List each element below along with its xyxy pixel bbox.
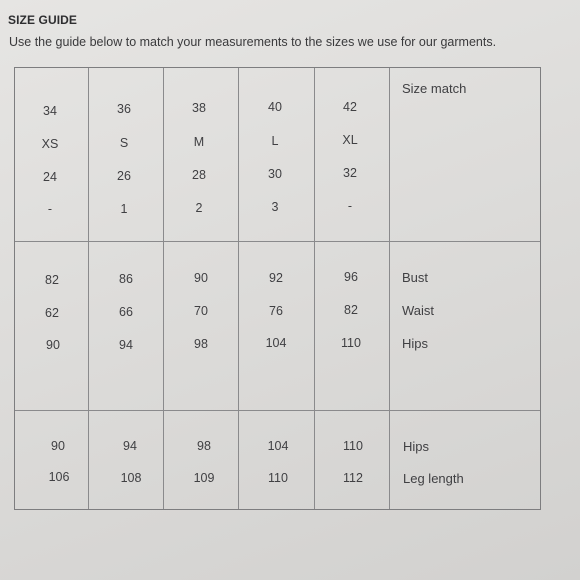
table-cell: 38: [192, 101, 206, 115]
table-cell: 109: [193, 471, 215, 485]
table-cell: S: [119, 136, 129, 150]
hips-label: Hips: [403, 439, 430, 454]
waist-label: Waist: [402, 303, 435, 318]
table-cell: M: [193, 135, 205, 149]
table-cell: 1: [120, 202, 128, 216]
table-cell: 2: [195, 201, 203, 215]
table-cell: 82: [344, 303, 358, 317]
table-cell: L: [271, 134, 279, 148]
table-cell: 34: [43, 104, 57, 118]
section-divider: [15, 241, 540, 242]
table-cell: 94: [123, 439, 137, 453]
table-cell: 92: [269, 271, 283, 285]
table-cell: 108: [120, 471, 142, 485]
table-cell: 66: [119, 305, 133, 319]
table-cell: 32: [343, 166, 357, 180]
table-cell: 112: [343, 471, 363, 485]
table-cell: 96: [344, 270, 358, 284]
table-cell: 3: [271, 200, 279, 214]
size-table: [14, 67, 541, 510]
table-cell: 24: [43, 170, 57, 184]
page-title: SIZE GUIDE: [8, 13, 78, 27]
column-divider: [314, 68, 315, 509]
table-cell: 42: [343, 100, 357, 114]
table-cell: 90: [46, 338, 60, 352]
size-match-label: Size match: [402, 81, 467, 96]
table-cell: 82: [45, 273, 59, 287]
table-cell: 70: [194, 304, 208, 318]
leg-length-label: Leg length: [403, 471, 464, 486]
column-divider: [88, 68, 89, 509]
table-cell: 86: [119, 272, 133, 286]
table-cell: 110: [341, 336, 361, 350]
table-cell: 76: [269, 304, 283, 318]
table-cell: 26: [117, 169, 131, 183]
table-cell: 28: [192, 168, 206, 182]
page-subtitle: Use the guide below to match your measurements to the sizes we use for our garments.: [9, 35, 497, 49]
table-cell: 98: [194, 337, 208, 351]
table-cell: 90: [194, 271, 208, 285]
column-divider: [389, 68, 390, 509]
table-cell: 30: [268, 167, 282, 181]
table-cell: 98: [197, 439, 211, 453]
table-cell: XL: [342, 133, 358, 147]
table-cell: 62: [45, 306, 59, 320]
table-cell: XS: [41, 137, 59, 151]
table-cell: 104: [265, 336, 287, 350]
table-cell: 110: [268, 471, 288, 485]
table-cell: 36: [117, 102, 131, 116]
table-cell: 90: [51, 439, 65, 453]
section-divider: [15, 410, 540, 411]
table-cell: 40: [268, 100, 282, 114]
column-divider: [163, 68, 164, 509]
table-cell: 110: [343, 439, 363, 453]
hips-label: Hips: [402, 336, 429, 351]
bust-label: Bust: [402, 270, 429, 285]
table-cell: 104: [267, 439, 289, 453]
table-cell: 94: [119, 338, 133, 352]
table-cell: -: [347, 199, 353, 213]
table-cell: 106: [48, 470, 70, 484]
column-divider: [238, 68, 239, 509]
table-cell: -: [47, 202, 53, 216]
